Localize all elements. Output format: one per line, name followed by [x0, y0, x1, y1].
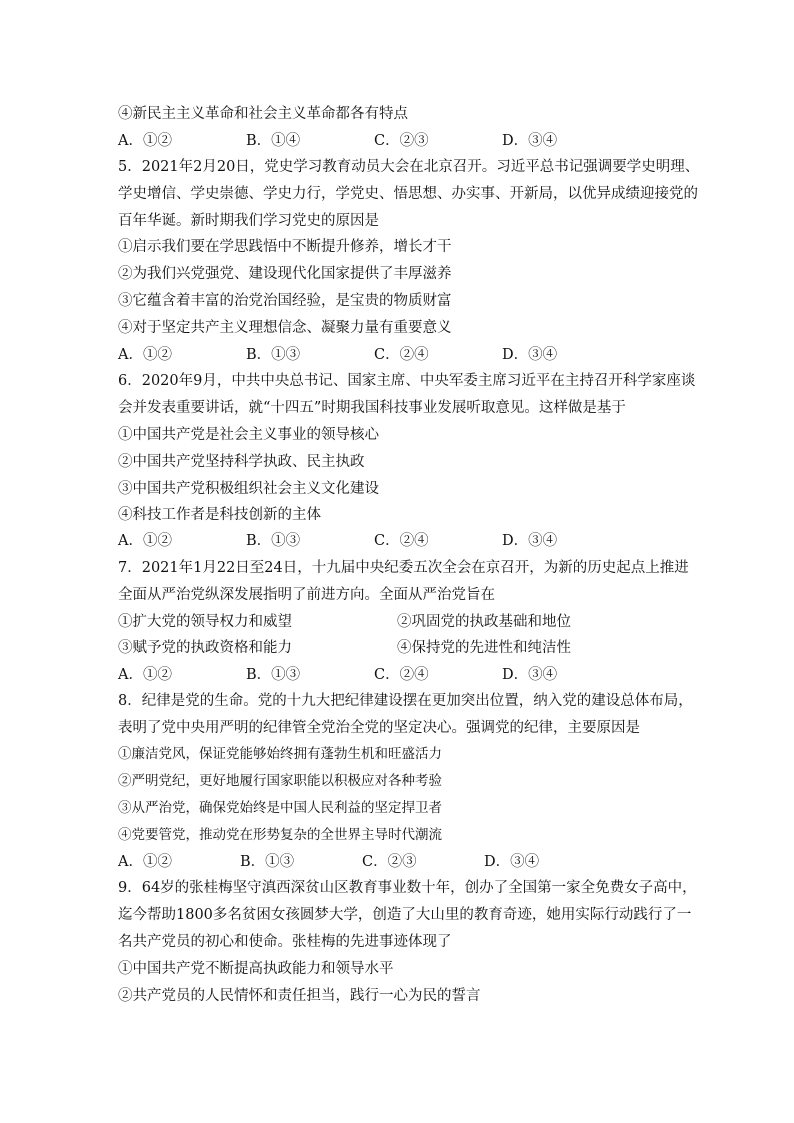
- q7-stem-line-1: 7．2021年1月22日至24日，十九届中央纪委五次全会在京召开，为新的历史起点上推进: [118, 560, 689, 576]
- q7-stem-line-2: 全面从严治党纵深发展指明了前进方向。全面从严治党旨在: [118, 587, 495, 603]
- q6-answer-c: C．②④: [374, 533, 429, 549]
- q6-answer-a: A．①②: [118, 533, 172, 549]
- q7-statement-3: ③赋予党的执政资格和能力: [118, 640, 292, 656]
- q8-statement-1: ①廉洁党风，保证党能够始终拥有蓬勃生机和旺盛活力: [118, 746, 442, 762]
- q5-stem-line-2: 学史增信、学史崇德、学史力行，学党史、悟思想、办实事、开新局，以优异成绩迎接党的: [118, 186, 698, 202]
- q4-answer-c: C．②③: [374, 133, 429, 149]
- q8-statement-3: ③从严治党，确保党始终是中国人民利益的坚定捍卫者: [118, 800, 442, 816]
- q9-statement-2: ②共产党员的人民情怀和责任担当，践行一心为民的誓言: [118, 988, 481, 1004]
- q4-answer-b: B．①④: [246, 133, 301, 149]
- q6-statement-1: ①中国共产党是社会主义事业的领导核心: [118, 427, 379, 443]
- q4-answer-a: A．①②: [118, 133, 172, 149]
- q5-statement-3: ③它蕴含着丰富的治党治国经验，是宝贵的物质财富: [118, 293, 452, 309]
- q8-stem-line-2: 表明了党中央用严明的纪律管全党治全党的坚定决心。强调党的纪律，主要原因是: [118, 720, 640, 736]
- q5-stem-line-1: 5．2021年2月20日，党史学习教育动员大会在北京召开。习近平总书记强调要学史明理、: [118, 159, 700, 175]
- q8-answer-d: D．③④: [484, 854, 540, 870]
- q9-stem-line-2: 迄今帮助1800多名贫困女孩圆梦大学，创造了大山里的教育奇迹，她用实际行动践行了一: [118, 907, 692, 923]
- q5-statement-4: ④对于坚定共产主义理想信念、凝聚力量有重要意义: [118, 320, 452, 336]
- q6-answer-b: B．①③: [246, 533, 301, 549]
- q9-statement-1: ①中国共产党不断提高执政能力和领导水平: [118, 961, 394, 977]
- q8-statement-2: ②严明党纪，更好地履行国家职能以积极应对各种考验: [118, 773, 442, 789]
- q8-answer-a: A．①②: [118, 854, 172, 870]
- q7-answer-c: C．②④: [374, 667, 429, 683]
- q7-statement-4: ④保持党的先进性和纯洁性: [397, 640, 571, 656]
- q8-answer-c: C．②③: [362, 854, 417, 870]
- q6-stem-line-2: 会并发表重要讲话，就“十四五”时期我国科技事业发展听取意见。这样做是基于: [118, 400, 626, 416]
- q6-statement-3: ③中国共产党积极组织社会主义文化建设: [118, 481, 379, 497]
- q5-answer-d: D．③④: [502, 347, 558, 363]
- q5-answer-a: A．①②: [118, 347, 172, 363]
- q6-statement-2: ②中国共产党坚持科学执政、民主执政: [118, 454, 365, 470]
- q6-statement-4: ④科技工作者是科技创新的主体: [118, 507, 321, 523]
- q8-answer-b: B．①③: [240, 854, 295, 870]
- q7-statement-2: ②巩固党的执政基础和地位: [397, 614, 571, 630]
- q9-stem-line-1: 9．64岁的张桂梅坚守滇西深贫山区教育事业数十年，创办了全国第一家全免费女子高中，: [118, 880, 697, 896]
- q8-stem-line-1: 8．纪律是党的生命。党的十九大把纪律建设摆在更加突出位置，纳入党的建设总体布局，: [118, 693, 693, 709]
- q7-statement-1: ①扩大党的领导权力和威望: [118, 614, 292, 630]
- q8-statement-4: ④党要管党，推动党在形势复杂的全世界主导时代潮流: [118, 827, 442, 843]
- q6-stem-line-1: 6．2020年9月，中共中央总书记、国家主席、中央军委主席习近平在主持召开科学家座谈: [118, 373, 696, 389]
- q7-answer-a: A．①②: [118, 667, 172, 683]
- q7-answer-d: D．③④: [502, 667, 558, 683]
- q7-answer-b: B．①③: [246, 667, 301, 683]
- q9-stem-line-3: 名共产党员的初心和使命。张桂梅的先进事迹体现了: [118, 934, 452, 950]
- q5-answer-c: C．②④: [374, 347, 429, 363]
- q5-statement-2: ②为我们兴党强党、建设现代化国家提供了丰厚滋养: [118, 266, 452, 282]
- q5-answer-b: B．①③: [246, 347, 301, 363]
- q5-statement-1: ①启示我们要在学思践悟中不断提升修养，增长才干: [118, 239, 452, 255]
- q6-answer-d: D．③④: [502, 533, 558, 549]
- q5-stem-line-3: 百年华诞。新时期我们学习党史的原因是: [118, 213, 379, 229]
- q4-statement-4: ④新民主主义革命和社会主义革命都各有特点: [118, 106, 408, 122]
- q4-answer-d: D．③④: [502, 133, 558, 149]
